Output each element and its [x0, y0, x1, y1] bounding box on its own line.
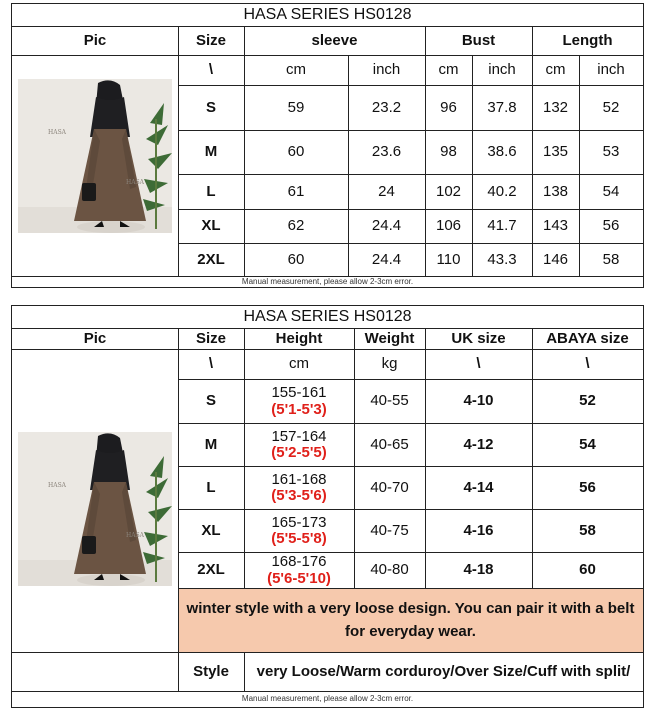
- sleeve-cm: 60: [287, 250, 305, 268]
- header-pic: Pic: [83, 31, 107, 49]
- bust-inch: 37.8: [487, 98, 517, 116]
- row-size: L: [206, 478, 216, 496]
- bust-cm: 98: [440, 143, 457, 161]
- length-inch: 56: [602, 217, 620, 235]
- height-ft: (5'6-5'10): [267, 569, 331, 587]
- length-inch: 53: [602, 143, 620, 161]
- unit-uk: \: [476, 355, 481, 373]
- header-length: Length: [562, 31, 613, 49]
- model-dress-illustration: [18, 432, 172, 586]
- row-size: 2XL: [197, 561, 225, 579]
- watermark-text-right: HASA: [126, 532, 145, 539]
- header-uk-size: UK size: [451, 329, 506, 347]
- sleeve-cm: 61: [287, 182, 305, 200]
- unit-sleeve-cm: cm: [286, 61, 306, 79]
- weight: 40-80: [370, 561, 409, 579]
- unit-length-cm: cm: [545, 61, 566, 79]
- height-ft: (5'1-5'3): [271, 400, 327, 418]
- size-table-measurements: [11, 3, 644, 288]
- sleeve-cm: 60: [287, 143, 305, 161]
- bust-inch: 40.2: [487, 182, 517, 200]
- weight: 40-70: [370, 478, 409, 496]
- sleeve-inch: 24.4: [371, 217, 402, 235]
- product-photo: [18, 79, 172, 233]
- abaya-size: 56: [579, 478, 596, 496]
- height-ft: (5'2-5'5): [271, 444, 327, 461]
- row-size: M: [204, 435, 218, 453]
- height-cell: [244, 424, 354, 466]
- height-cell: [244, 380, 354, 423]
- unit-sleeve-inch: inch: [372, 61, 401, 79]
- header-sleeve: sleeve: [311, 31, 358, 49]
- row-size: XL: [201, 521, 221, 539]
- header-bust: Bust: [461, 31, 496, 49]
- row-size: S: [205, 392, 216, 410]
- uk-size: 4-10: [463, 392, 494, 410]
- watermark-text-left: HASA: [48, 129, 67, 136]
- bust-cm: 106: [435, 217, 462, 235]
- length-inch: 54: [602, 182, 620, 200]
- product-photo: [18, 432, 172, 586]
- measurement-note: Manual measurement, please allow 2-3cm error.: [241, 694, 414, 704]
- uk-size: 4-12: [463, 435, 494, 453]
- unit-abaya: \: [585, 355, 590, 373]
- table-title: HASA SERIES HS0128: [243, 6, 412, 24]
- uk-size: 4-14: [463, 478, 494, 496]
- abaya-size: 52: [579, 392, 596, 410]
- length-cm: 146: [542, 250, 569, 268]
- style-label: Style: [193, 662, 229, 680]
- row-size: XL: [201, 217, 221, 235]
- height-cell: [244, 553, 354, 588]
- sleeve-cm: 62: [287, 217, 305, 235]
- abaya-size: 54: [579, 435, 596, 453]
- measurement-note: Manual measurement, please allow 2-3cm error.: [241, 277, 414, 287]
- watermark-text-left: HASA: [48, 482, 67, 489]
- height-cm: 168-176: [271, 553, 327, 570]
- unit-size: \: [208, 355, 214, 373]
- height-ft: (5'5-5'8): [271, 530, 327, 547]
- header-pic: Pic: [83, 329, 107, 347]
- sleeve-cm: 59: [287, 98, 305, 116]
- header-height: Height: [275, 329, 323, 347]
- row-size: M: [204, 143, 218, 161]
- model-dress-illustration: [18, 79, 172, 233]
- weight: 40-75: [370, 521, 409, 539]
- header-abaya-size: ABAYA size: [546, 329, 629, 347]
- product-description: winter style with a very loose design. You can pair it with a belt for everyday wear.: [178, 589, 643, 652]
- sleeve-inch: 23.6: [371, 143, 402, 161]
- unit-length-inch: inch: [597, 61, 625, 79]
- height-cell: [244, 510, 354, 552]
- height-cm: 155-161: [271, 384, 327, 401]
- size-table-fit: [11, 305, 644, 708]
- sleeve-inch: 23.2: [371, 98, 402, 116]
- header-weight: Weight: [364, 329, 415, 347]
- uk-size: 4-16: [463, 521, 494, 539]
- height-cm: 165-173: [271, 513, 327, 531]
- length-cm: 132: [542, 98, 569, 116]
- style-value: very Loose/Warm corduroy/Over Size/Cuff with split/: [256, 662, 631, 680]
- length-cm: 143: [542, 217, 569, 235]
- unit-bust-cm: cm: [438, 61, 459, 79]
- header-size: Size: [195, 31, 226, 49]
- header-size: Size: [195, 329, 226, 347]
- unit-weight: kg: [381, 355, 398, 373]
- bust-cm: 96: [440, 98, 457, 116]
- length-cm: 135: [542, 143, 569, 161]
- bust-inch: 41.7: [487, 217, 517, 235]
- uk-size: 4-18: [463, 561, 494, 579]
- row-size: 2XL: [197, 250, 225, 268]
- length-inch: 52: [602, 98, 620, 116]
- bust-cm: 110: [436, 250, 461, 268]
- bust-cm: 102: [435, 182, 462, 200]
- unit-size: \: [208, 61, 214, 79]
- unit-bust-inch: inch: [488, 61, 516, 79]
- length-inch: 58: [602, 250, 620, 268]
- bust-inch: 38.6: [487, 143, 517, 161]
- length-cm: 138: [542, 182, 569, 200]
- table-title: HASA SERIES HS0128: [243, 308, 412, 326]
- row-size: S: [205, 98, 216, 116]
- bust-inch: 43.3: [487, 250, 517, 268]
- row-size: L: [206, 182, 216, 200]
- abaya-size: 58: [579, 521, 596, 539]
- sleeve-inch: 24.4: [371, 250, 402, 268]
- abaya-size: 60: [579, 561, 596, 579]
- sleeve-inch: 24: [378, 182, 395, 200]
- height-cell: [244, 467, 354, 509]
- unit-height: cm: [289, 355, 309, 373]
- watermark-text-right: HASA: [126, 179, 145, 186]
- weight: 40-55: [370, 392, 409, 410]
- weight: 40-65: [370, 435, 409, 453]
- height-cm: 157-164: [271, 427, 327, 445]
- height-cm: 161-168: [271, 470, 327, 488]
- height-ft: (5'3-5'6): [271, 487, 327, 504]
